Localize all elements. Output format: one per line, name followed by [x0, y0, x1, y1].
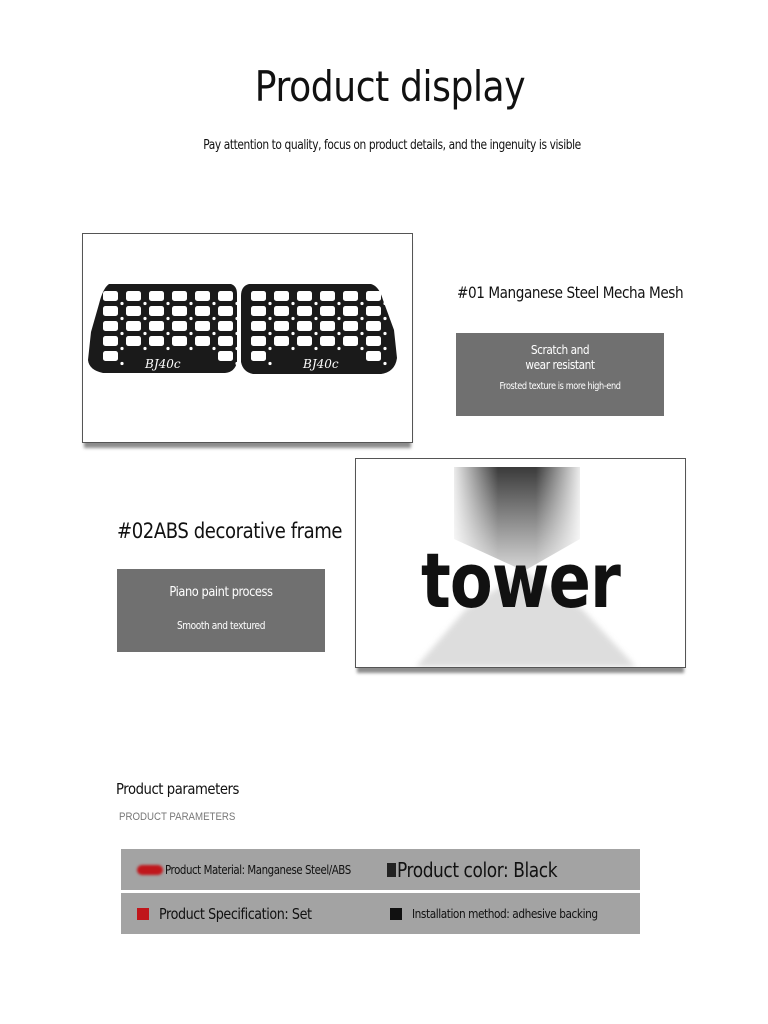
mesh-hole — [126, 336, 141, 346]
mesh-dot — [166, 347, 169, 350]
mesh-dot — [189, 317, 192, 320]
mesh-dot — [120, 302, 123, 305]
mesh-hole — [103, 336, 118, 346]
mesh-hole — [366, 321, 381, 331]
left-panel-label: BJ40c — [145, 357, 181, 371]
mesh-dot — [120, 362, 123, 365]
mesh-dot — [235, 302, 238, 305]
mesh-dot — [314, 317, 317, 320]
mesh-dot — [143, 332, 146, 335]
mesh-dot — [291, 302, 294, 305]
param-material-text: Product Material: Manganese Steel/ABS — [165, 862, 351, 877]
mesh-hole — [343, 336, 358, 346]
mesh-hole — [103, 351, 118, 361]
black-square-icon — [390, 908, 402, 920]
mesh-hole — [251, 336, 266, 346]
mesh-hole — [195, 321, 210, 331]
feature-1-info-box — [456, 333, 664, 416]
mesh-dot — [268, 362, 271, 365]
params-title: Product parameters — [116, 780, 239, 798]
mesh-hole — [343, 306, 358, 316]
params-row — [121, 849, 640, 890]
page-subtitle: Pay attention to quality, focus on product details, and the ingenuity is visible — [203, 138, 581, 153]
mesh-dot — [120, 332, 123, 335]
mesh-dot — [235, 362, 238, 365]
param-cell-material — [137, 849, 384, 890]
mesh-hole — [218, 336, 233, 346]
mesh-dot — [268, 302, 271, 305]
mesh-hole — [297, 306, 312, 316]
mesh-hole — [172, 306, 187, 316]
mesh-hole — [103, 321, 118, 331]
params-subtitle: PRODUCT PARAMETERS — [119, 811, 236, 823]
mesh-hole — [251, 321, 266, 331]
feature-2-main-text: Piano paint process — [169, 585, 273, 600]
mesh-hole — [195, 291, 210, 301]
red-square-icon — [137, 908, 149, 920]
mesh-dot — [212, 302, 215, 305]
param-installation-text: Installation method: adhesive backing — [412, 906, 598, 921]
mesh-hole — [274, 306, 289, 316]
mesh-dot — [268, 347, 271, 350]
feature-2-sub-text: Smooth and textured — [176, 619, 266, 632]
mesh-dot — [291, 332, 294, 335]
mesh-dot — [120, 317, 123, 320]
mesh-hole — [320, 306, 335, 316]
mesh-dot — [189, 347, 192, 350]
mesh-dot — [189, 302, 192, 305]
mesh-hole — [251, 291, 266, 301]
mesh-hole — [103, 306, 118, 316]
mesh-hole — [251, 306, 266, 316]
mesh-dot — [383, 317, 386, 320]
mesh-dot — [337, 317, 340, 320]
mesh-hole — [320, 321, 335, 331]
mesh-hole — [126, 306, 141, 316]
mesh-dot — [166, 332, 169, 335]
mesh-dot — [268, 317, 271, 320]
mesh-hole — [297, 321, 312, 331]
mesh-dot — [143, 317, 146, 320]
tower-word: tower — [420, 536, 621, 625]
param-cell-color — [387, 849, 585, 890]
mesh-hole — [195, 306, 210, 316]
mesh-hole — [172, 291, 187, 301]
mesh-hole — [274, 336, 289, 346]
feature-2-title: #02ABS decorative frame — [117, 519, 343, 543]
mesh-hole — [103, 291, 118, 301]
mesh-dot — [212, 347, 215, 350]
mesh-dot — [360, 332, 363, 335]
mesh-dot — [383, 347, 386, 350]
mesh-hole — [366, 291, 381, 301]
feature-2-info-box — [117, 569, 325, 652]
mesh-product-image — [82, 233, 413, 443]
mesh-hole — [320, 336, 335, 346]
mesh-dot — [212, 317, 215, 320]
mesh-hole — [149, 336, 164, 346]
mesh-dot — [314, 347, 317, 350]
mesh-hole — [149, 291, 164, 301]
param-cell-spec — [137, 893, 338, 934]
mesh-hole — [320, 291, 335, 301]
mesh-dot — [337, 347, 340, 350]
right-panel-label: BJ40c — [303, 357, 339, 371]
mesh-dot — [291, 317, 294, 320]
mesh-dot — [360, 347, 363, 350]
mesh-hole — [172, 321, 187, 331]
red-smear-icon — [137, 865, 163, 875]
mesh-hole — [218, 306, 233, 316]
param-cell-installation — [390, 893, 623, 934]
mesh-hole — [343, 321, 358, 331]
mesh-hole — [149, 321, 164, 331]
mesh-hole — [343, 291, 358, 301]
param-spec-text: Product Specification: Set — [159, 904, 312, 923]
mesh-dot — [383, 302, 386, 305]
mesh-dot — [212, 332, 215, 335]
mesh-dot — [143, 302, 146, 305]
mesh-hole — [126, 291, 141, 301]
mesh-hole — [366, 336, 381, 346]
mesh-dot — [291, 347, 294, 350]
mesh-dot — [360, 317, 363, 320]
mesh-hole — [297, 291, 312, 301]
frame-product-image — [355, 458, 686, 668]
mesh-dot — [383, 362, 386, 365]
mesh-dot — [166, 302, 169, 305]
mesh-hole — [218, 291, 233, 301]
mesh-hole — [172, 336, 187, 346]
mesh-hole — [297, 336, 312, 346]
mesh-panels-graphic — [83, 234, 412, 442]
mesh-dot — [166, 317, 169, 320]
mesh-dot — [314, 332, 317, 335]
feature-1-main-text: Scratch and wear resistant — [525, 343, 595, 372]
mesh-dot — [383, 332, 386, 335]
mesh-hole — [274, 321, 289, 331]
mesh-dot — [268, 332, 271, 335]
mesh-dot — [235, 317, 238, 320]
feature-1-sub-text: Frosted texture is more high-end — [499, 381, 621, 392]
mesh-dot — [189, 332, 192, 335]
mesh-dot — [120, 347, 123, 350]
mesh-hole — [218, 321, 233, 331]
feature-1-title: #01 Manganese Steel Mecha Mesh — [457, 283, 684, 302]
mesh-dot — [314, 302, 317, 305]
mesh-hole — [149, 306, 164, 316]
mesh-hole — [195, 336, 210, 346]
mesh-dot — [235, 347, 238, 350]
params-row — [121, 893, 640, 934]
mesh-hole — [126, 321, 141, 331]
mesh-dot — [337, 332, 340, 335]
glyph-icon — [387, 863, 396, 877]
mesh-dot — [360, 302, 363, 305]
mesh-dot — [337, 302, 340, 305]
mesh-hole — [251, 351, 266, 361]
param-color-text: Product color: Black — [397, 857, 558, 882]
mesh-hole — [366, 351, 381, 361]
mesh-dot — [143, 347, 146, 350]
mesh-hole — [366, 306, 381, 316]
mesh-hole — [274, 291, 289, 301]
mesh-hole — [218, 351, 233, 361]
page-title: Product display — [254, 62, 526, 111]
mesh-dot — [235, 332, 238, 335]
